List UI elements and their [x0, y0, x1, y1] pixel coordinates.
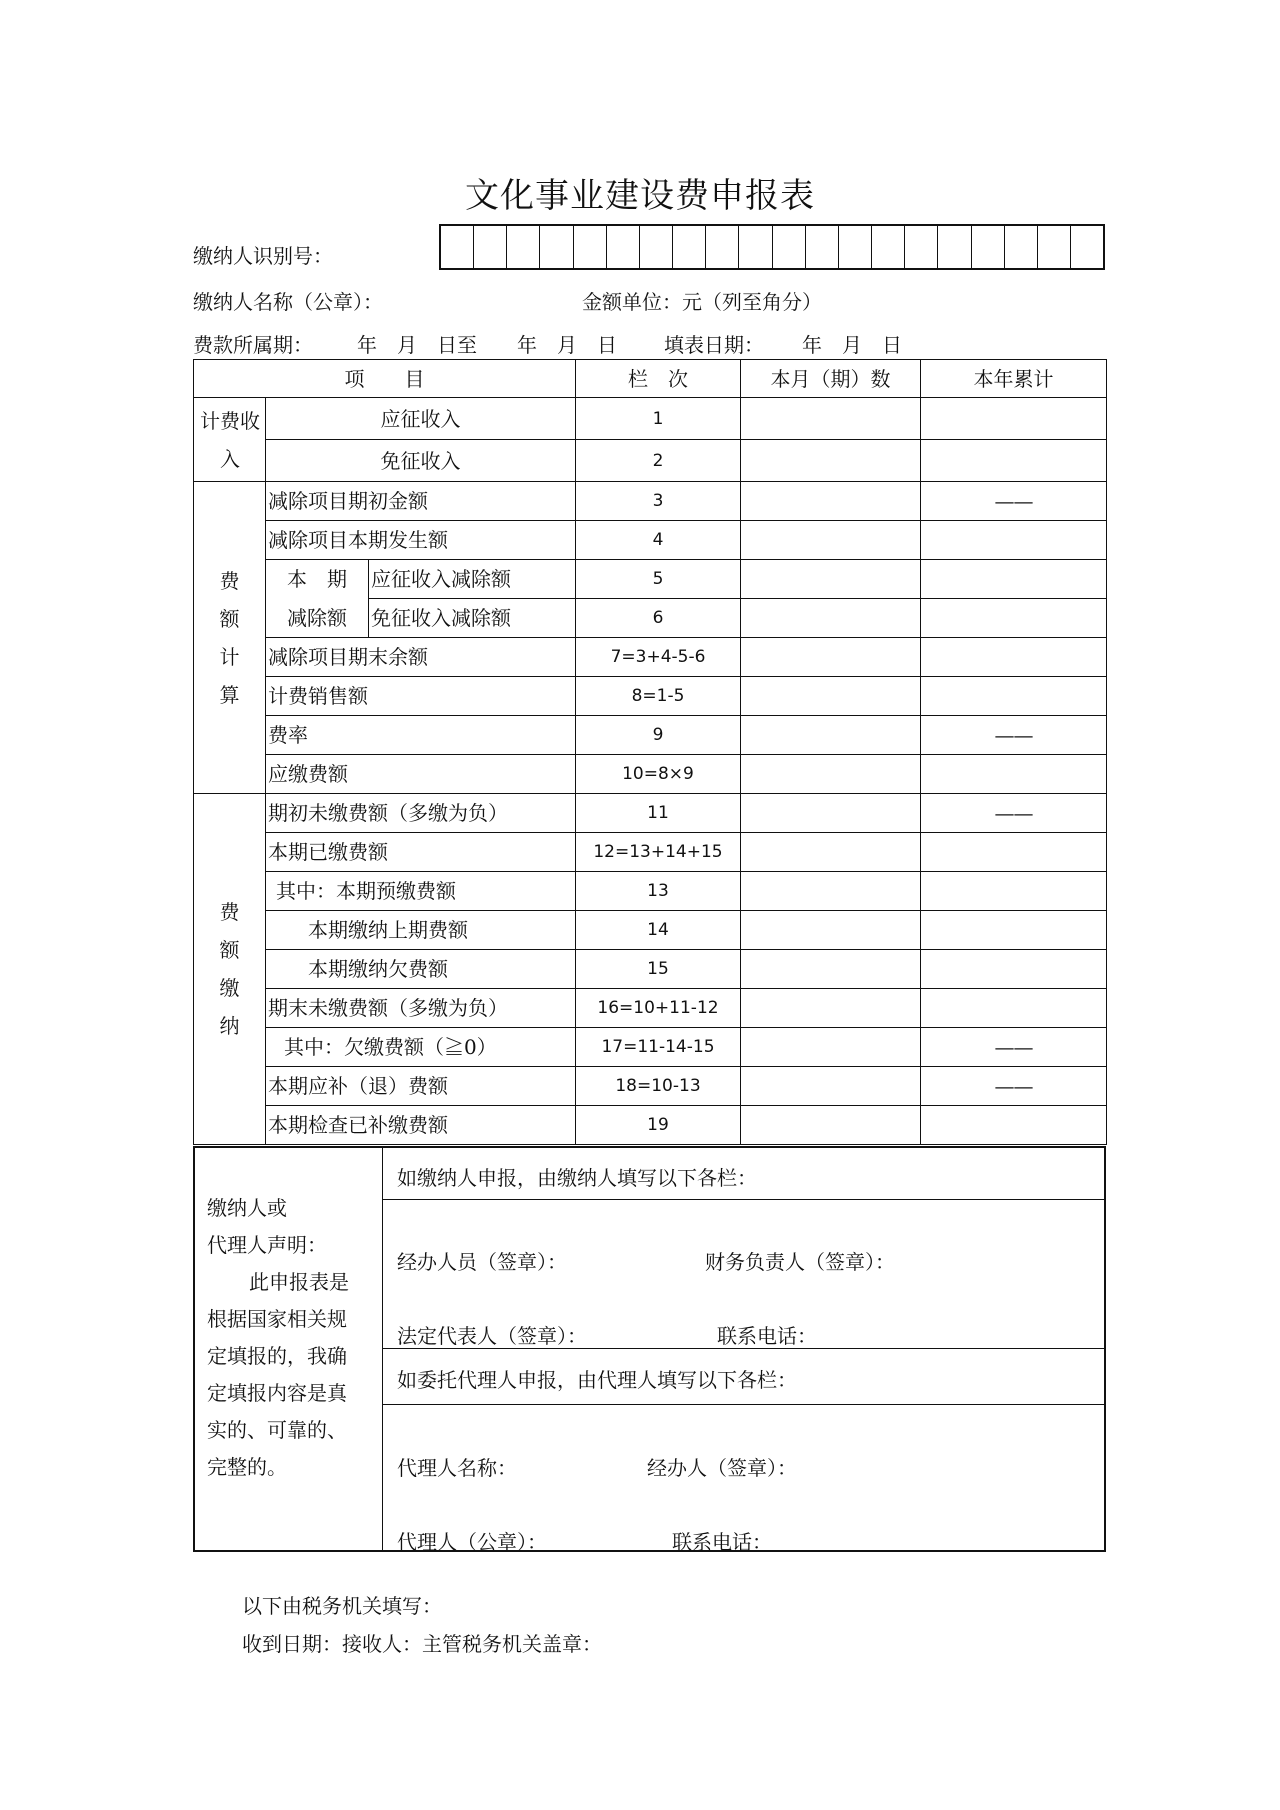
row-line: 16=10+11-12: [576, 989, 741, 1028]
row-line: 15: [576, 950, 741, 989]
row-line: 13: [576, 872, 741, 911]
id-digit-box[interactable]: [773, 226, 806, 268]
row-line: 5: [576, 560, 741, 599]
table-row: [194, 1067, 1107, 1106]
cell-month[interactable]: [741, 833, 921, 872]
row-line: 8=1-5: [576, 677, 741, 716]
phone-label-1[interactable]: 联系电话：: [717, 1324, 817, 1348]
row-label: 减除项目期初金额: [266, 482, 576, 521]
table-row: [194, 989, 1107, 1028]
section-pay-label: 费额缴纳: [219, 900, 240, 1038]
header-line: 栏 次: [576, 360, 741, 398]
id-digit-box[interactable]: [1071, 226, 1103, 268]
row-label: 免征收入: [266, 440, 576, 482]
row-label: 减除项目本期发生额: [266, 521, 576, 560]
cell-month[interactable]: [741, 599, 921, 638]
legal-rep-label[interactable]: 法定代表人（签章）：: [397, 1324, 587, 1348]
cell-month[interactable]: [741, 677, 921, 716]
cell-year[interactable]: [921, 911, 1107, 950]
table-row: [194, 440, 1107, 482]
id-digit-box[interactable]: [441, 226, 474, 268]
cell-year-disabled: ——: [921, 716, 1107, 755]
table-row: [194, 638, 1107, 677]
table-row: [194, 1106, 1107, 1145]
id-digit-box[interactable]: [540, 226, 573, 268]
row-label: 本期检查已补缴费额: [266, 1106, 576, 1145]
cell-month[interactable]: [741, 638, 921, 677]
cell-month[interactable]: [741, 1106, 921, 1145]
agent-seal-label[interactable]: 代理人（公章）：: [397, 1530, 547, 1554]
fee-table: [193, 359, 1107, 1145]
self-header: 如缴纳人申报，由缴纳人填写以下各栏：: [397, 1166, 757, 1190]
cell-year[interactable]: [921, 638, 1107, 677]
id-digit-box[interactable]: [640, 226, 673, 268]
decl-body-4: 定填报内容是真: [207, 1381, 347, 1405]
row-label: 本期缴纳欠费额: [266, 950, 576, 989]
table-header-row: [194, 360, 1107, 398]
row-label: 其中：本期预缴费额: [266, 872, 576, 911]
id-digit-box[interactable]: [474, 226, 507, 268]
table-row: [194, 911, 1107, 950]
row-line: 4: [576, 521, 741, 560]
row-line: 14: [576, 911, 741, 950]
id-digit-box[interactable]: [972, 226, 1005, 268]
cell-year[interactable]: [921, 599, 1107, 638]
decl-body-3: 定填报的，我确: [207, 1344, 347, 1368]
cell-year[interactable]: [921, 440, 1107, 482]
finance-label[interactable]: 财务负责人（签章）：: [705, 1250, 895, 1274]
cell-month[interactable]: [741, 794, 921, 833]
row-label: 免征收入减除额: [369, 599, 576, 638]
table-row: [194, 1028, 1107, 1067]
declaration-section: [193, 1146, 1106, 1552]
cell-month[interactable]: [741, 1067, 921, 1106]
cell-month[interactable]: [741, 521, 921, 560]
decl-title-2: 代理人声明：: [207, 1233, 327, 1257]
table-row: [194, 398, 1107, 440]
row-line: 10=8×9: [576, 755, 741, 794]
id-digit-box[interactable]: [839, 226, 872, 268]
phone-label-2[interactable]: 联系电话：: [672, 1530, 772, 1554]
cell-month[interactable]: [741, 1028, 921, 1067]
row-line: 2: [576, 440, 741, 482]
id-digit-box[interactable]: [507, 226, 540, 268]
row-label: 其中：欠缴费额（≧0）: [266, 1028, 576, 1067]
cell-month[interactable]: [741, 560, 921, 599]
id-digit-box[interactable]: [1005, 226, 1038, 268]
cell-month[interactable]: [741, 482, 921, 521]
taxpayer-id-boxes[interactable]: [439, 224, 1105, 270]
row-label: 计费销售额: [266, 677, 576, 716]
agent-handler-label[interactable]: 经办人（签章）：: [647, 1456, 797, 1480]
id-digit-box[interactable]: [739, 226, 772, 268]
declaration-statement: [195, 1148, 383, 1550]
cell-month[interactable]: [741, 872, 921, 911]
row-label: 期末未缴费额（多缴为负）: [266, 989, 576, 1028]
decl-body-6: 完整的。: [207, 1455, 287, 1479]
fill-date-value: 年 月 日: [802, 333, 902, 357]
amount-unit: 金额单位：元（列至角分）: [582, 290, 822, 314]
period-value: 年 月 日至 年 月 日: [357, 333, 617, 357]
row-label: 本期应补（退）费额: [266, 1067, 576, 1106]
divider: [383, 1404, 1104, 1405]
row-line: 6: [576, 599, 741, 638]
cell-year-disabled: ——: [921, 794, 1107, 833]
period-label: 费款所属期：: [193, 333, 313, 357]
agent-header: 如委托代理人申报，由代理人填写以下各栏：: [397, 1368, 797, 1392]
cell-month[interactable]: [741, 398, 921, 440]
sub-reduce: 减除额: [266, 599, 369, 638]
agent-name-label[interactable]: 代理人名称：: [397, 1456, 517, 1480]
row-label: 本期已缴费额: [266, 833, 576, 872]
divider: [383, 1199, 1104, 1200]
cell-year[interactable]: [921, 398, 1107, 440]
row-line: 17=11-14-15: [576, 1028, 741, 1067]
section-pay: [194, 794, 266, 1145]
cell-month[interactable]: [741, 989, 921, 1028]
table-row: [194, 794, 1107, 833]
cell-month[interactable]: [741, 440, 921, 482]
handler-label[interactable]: 经办人员（签章）：: [397, 1250, 567, 1274]
cell-month[interactable]: [741, 911, 921, 950]
table-row: [194, 560, 1107, 599]
decl-body-1: 此申报表是: [249, 1270, 349, 1294]
divider: [383, 1348, 1104, 1349]
id-digit-box[interactable]: [706, 226, 739, 268]
decl-body-5: 实的、可靠的、: [207, 1418, 347, 1442]
cell-year[interactable]: [921, 950, 1107, 989]
id-digit-box[interactable]: [574, 226, 607, 268]
section-income: [194, 398, 266, 482]
table-row: [194, 599, 1107, 638]
table-row: [194, 482, 1107, 521]
table-row: [194, 833, 1107, 872]
id-digit-box[interactable]: [905, 226, 938, 268]
sub-current: 本 期: [266, 560, 369, 599]
row-line: 19: [576, 1106, 741, 1145]
id-digit-box[interactable]: [607, 226, 640, 268]
id-digit-box[interactable]: [872, 226, 905, 268]
id-digit-box[interactable]: [1038, 226, 1071, 268]
cell-year[interactable]: [921, 872, 1107, 911]
table-row: [194, 677, 1107, 716]
cell-year[interactable]: [921, 1106, 1107, 1145]
fill-date-label: 填表日期：: [664, 333, 764, 357]
taxpayer-name-label: 缴纳人名称（公章）：: [193, 290, 383, 314]
row-line: 11: [576, 794, 741, 833]
row-label: 费率: [266, 716, 576, 755]
form-title: 文化事业建设费申报表: [465, 176, 815, 216]
row-label: 期初未缴费额（多缴为负）: [266, 794, 576, 833]
cell-year-disabled: ——: [921, 1067, 1107, 1106]
cell-year-disabled: ——: [921, 1028, 1107, 1067]
cell-month[interactable]: [741, 950, 921, 989]
cell-year-disabled: ——: [921, 482, 1107, 521]
table-row: [194, 755, 1107, 794]
row-label: 应征收入: [266, 398, 576, 440]
row-label: 本期缴纳上期费额: [266, 911, 576, 950]
table-row: [194, 872, 1107, 911]
row-line: 18=10-13: [576, 1067, 741, 1106]
taxpayer-id-label: 缴纳人识别号：: [193, 244, 333, 268]
cell-year[interactable]: [921, 677, 1107, 716]
cell-month[interactable]: [741, 755, 921, 794]
id-digit-box[interactable]: [806, 226, 839, 268]
header-year: 本年累计: [921, 360, 1107, 398]
row-label: 应缴费额: [266, 755, 576, 794]
footer-line-1: 以下由税务机关填写：: [242, 1594, 442, 1618]
section-calc: [194, 482, 266, 794]
decl-body-2: 根据国家相关规: [207, 1307, 347, 1331]
table-row: [194, 521, 1107, 560]
cell-month[interactable]: [741, 716, 921, 755]
row-line: 1: [576, 398, 741, 440]
table-row: [194, 950, 1107, 989]
row-line: 12=13+14+15: [576, 833, 741, 872]
header-item: 项 目: [194, 360, 576, 398]
cell-year[interactable]: [921, 989, 1107, 1028]
decl-title-1: 缴纳人或: [207, 1196, 287, 1220]
cell-year[interactable]: [921, 755, 1107, 794]
cell-year[interactable]: [921, 521, 1107, 560]
table-row: [194, 716, 1107, 755]
section-calc-label: 费额计算: [219, 568, 240, 707]
id-digit-box[interactable]: [673, 226, 706, 268]
footer-line-2: 收到日期：接收人：主管税务机关盖章：: [242, 1632, 602, 1656]
id-digit-box[interactable]: [938, 226, 971, 268]
row-line: 9: [576, 716, 741, 755]
row-line: 7=3+4-5-6: [576, 638, 741, 677]
header-month: 本月（期）数: [741, 360, 921, 398]
row-label: 应征收入减除额: [369, 560, 576, 599]
row-label: 减除项目期末余额: [266, 638, 576, 677]
row-line: 3: [576, 482, 741, 521]
section-income-label: 计费收入: [200, 408, 260, 471]
cell-year[interactable]: [921, 833, 1107, 872]
cell-year[interactable]: [921, 560, 1107, 599]
